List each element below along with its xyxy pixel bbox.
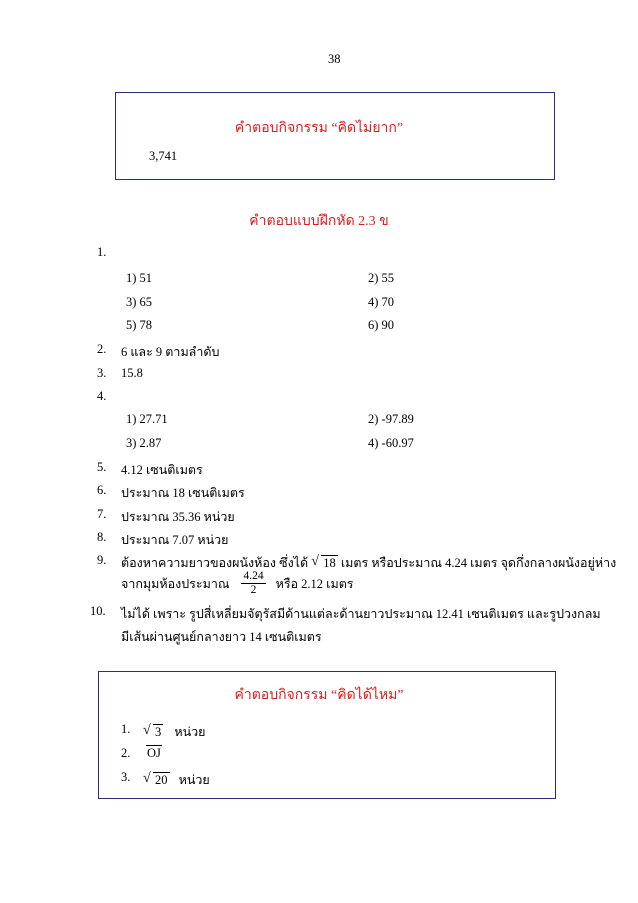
item-2-number: 2. <box>97 342 107 356</box>
item-4-3: 3) 2.87 <box>126 436 162 450</box>
box2-answer-1-number: 1. <box>121 722 131 736</box>
box1-title: คำตอบกิจกรรม “คิดไม่ยาก” <box>234 121 404 136</box>
box2-answer-2 <box>146 746 162 761</box>
box2-answer-1: √ 3 หน่วย <box>143 723 206 739</box>
item-9-number: 9. <box>97 553 107 567</box>
item-9-sqrt: √ 18 <box>311 554 336 570</box>
item-2-text: 6 และ 9 ตามลำดับ <box>121 345 220 359</box>
box1-answer: 3,741 <box>149 149 178 163</box>
box2-sqrt-3: √ 3 <box>143 723 162 739</box>
item-10-number: 10. <box>90 604 106 618</box>
item-1-2: 2) 55 <box>368 271 395 285</box>
item-7-text: ประมาณ 35.36 หน่วย <box>121 510 235 524</box>
segment-oj: OJ <box>147 746 161 760</box>
box2-answer-3-number: 3. <box>121 770 131 784</box>
item-6-number: 6. <box>97 483 107 497</box>
item-1-6: 6) 90 <box>368 318 395 332</box>
item-4-1: 1) 27.71 <box>126 412 168 426</box>
item-4-number: 4. <box>97 389 107 403</box>
item-9-text-a: ต้องหาความยาวของผนังห้อง ซึ่งได้ <box>121 556 309 570</box>
item-10-line2: มีเส้นผ่านศูนย์กลางยาว 14 เซนติเมตร <box>121 630 322 644</box>
item-9-text-d: หรือ 2.12 เมตร <box>275 576 354 591</box>
page-number: 38 <box>328 52 341 66</box>
box2-title: คำตอบกิจกรรม “คิดได้ไหม” <box>234 688 404 703</box>
item-10-line1: ไม่ได้ เพราะ รูปสี่เหลี่ยมจัตุรัสมีด้านแต่ละด้านยาวประมาณ 12.41 เซนติเมตร และรูปวงกลม <box>121 607 601 621</box>
item-4-4: 4) -60.97 <box>368 436 414 450</box>
item-5-text: 4.12 เซนติเมตร <box>121 463 203 477</box>
box2-answer-3: √ 20 หน่วย <box>143 771 210 787</box>
item-9-line2 <box>121 570 354 597</box>
item-1-4: 4) 70 <box>368 295 395 309</box>
item-1-number: 1. <box>97 245 107 259</box>
item-8-text: ประมาณ 7.07 หน่วย <box>121 533 229 547</box>
item-3-text: 15.8 <box>121 366 143 380</box>
item-1-1: 1) 51 <box>126 271 153 285</box>
item-4-2: 2) -97.89 <box>368 412 414 426</box>
radical-sign-icon: √ <box>143 723 151 738</box>
box2-sqrt-20: √ 20 <box>143 771 168 787</box>
item-1-5: 5) 78 <box>126 318 153 332</box>
section-title: คำตอบแบบฝึกหัด 2.3 ข <box>249 214 389 229</box>
item-9-text-c: จากมุมห้องประมาณ <box>121 576 230 591</box>
box2-answer-2-number: 2. <box>121 746 131 760</box>
item-8-number: 8. <box>97 530 107 544</box>
radical-sign-icon: √ <box>143 771 151 786</box>
item-5-number: 5. <box>97 460 107 474</box>
item-6-text: ประมาณ 18 เซนติเมตร <box>121 486 245 500</box>
item-7-number: 7. <box>97 507 107 521</box>
item-1-3: 3) 65 <box>126 295 153 309</box>
item-3-number: 3. <box>97 366 107 380</box>
radical-sign-icon: √ <box>311 554 319 569</box>
item-9-fraction: $\frac{4.24}{2}$ <box>243 570 264 596</box>
item-9-text-b: เมตร หรือประมาณ 4.24 เมตร จุดกึ่งกลางผนังอยู่ห่าง <box>340 556 617 570</box>
